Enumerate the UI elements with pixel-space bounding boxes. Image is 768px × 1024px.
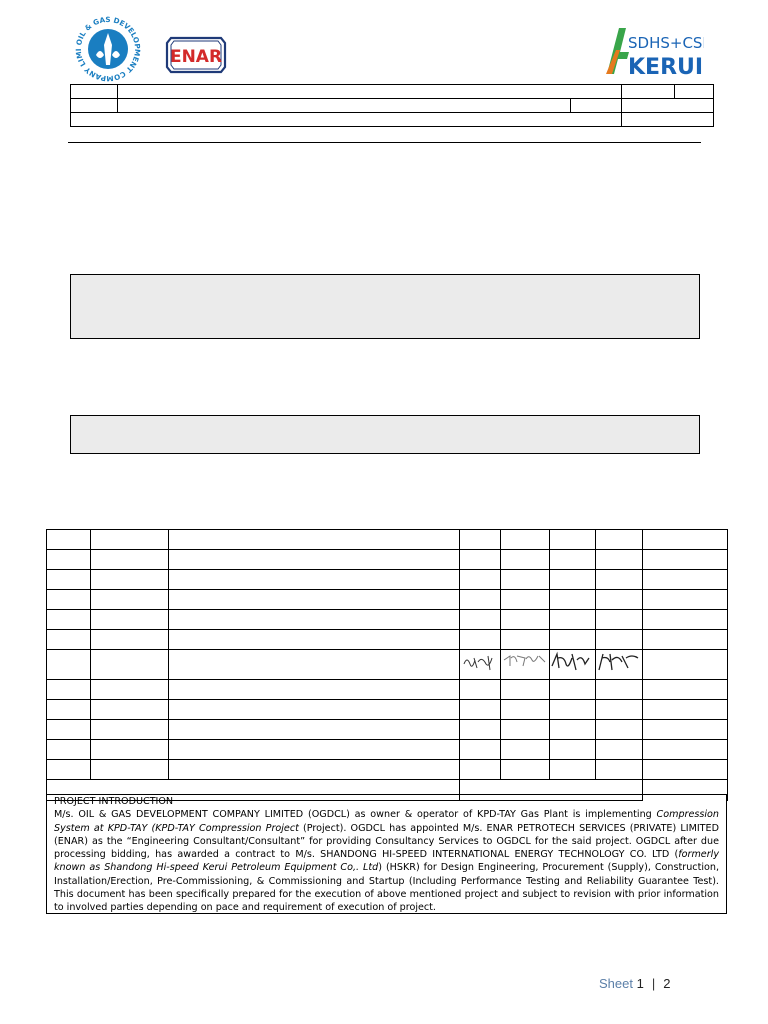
document-number-box [70, 415, 700, 454]
revision-row [47, 550, 728, 570]
revision-row [47, 570, 728, 590]
sheet-total: 2 [663, 976, 671, 991]
sheet-number [599, 976, 670, 991]
ogdcl-logo [74, 15, 142, 83]
revision-row [47, 590, 728, 610]
header-row-1 [71, 85, 714, 99]
svg-text:ENAR: ENAR [169, 47, 223, 67]
revision-row [47, 700, 728, 720]
header-row-2 [71, 99, 714, 113]
signature-prepared [460, 650, 501, 680]
sheet-separator: | [651, 976, 656, 991]
kerui-logo [604, 26, 704, 76]
revision-row [47, 760, 728, 780]
header-row-3 [71, 113, 714, 127]
revision-row [47, 610, 728, 630]
signature-approved [596, 650, 643, 680]
header-divider [68, 142, 701, 143]
signature-checked [501, 650, 550, 680]
sheet-label: Sheet [599, 976, 633, 991]
sheet-page: 1 [636, 976, 644, 991]
svg-text:SDHS+CSI: SDHS+CSI [628, 34, 704, 52]
revision-table [46, 529, 728, 801]
intro-heading: PROJECT INTRODUCTION [54, 796, 174, 807]
signature-reviewed [550, 650, 596, 680]
svg-text:OIL & GAS DEVELOPMENT COMPANY: OIL & GAS DEVELOPMENT COMPANY LIMI [74, 15, 142, 83]
revision-row [47, 720, 728, 740]
svg-text:KERUI: KERUI [628, 55, 704, 76]
revision-row-signed [47, 650, 728, 680]
revision-row [47, 740, 728, 760]
project-introduction [46, 794, 727, 914]
intro-body: M/s. OIL & GAS DEVELOPMENT COMPANY LIMITED (OGDCL) as owner & operator of KPD-TAY Gas Plant is implementing Compression System at KPD-TAY (KPD-TAY Compression Project (Project). OGDCL has appointed M/s. ENAR PETROTECH SERVICES (PRIVATE) LIMITED (ENAR) as the “Engineering Consultant/Consultant” for providing Consultancy Services to OGDCL for the said project. OGDCL after due processing bidding, has awarded a contract to M/s. SHANDONG HI-SPEED INTERNATIONAL ENERGY TECHNOLOGY CO. LTD (formerly known as Shandong Hi-speed Kerui Petroleum Equipment Co,. Ltd) (HSKR) for Design Engineering, Procurement (Supply), Construction, Installation/Erection, Pre-Commissioning, & Commissioning and Startup (Including Performance Testing and Reliability Guarantee Test). This document has been specifically prepared for the execution of above mentioned project and subject to revision with prior information to involved parties depending on pace and requirement of execution of project. [54, 809, 719, 914]
document-title-box [70, 274, 700, 339]
revision-row [47, 630, 728, 650]
enar-logo [165, 36, 227, 74]
document-header-table [70, 84, 714, 127]
revision-row [47, 680, 728, 700]
revision-header-row [47, 530, 728, 550]
